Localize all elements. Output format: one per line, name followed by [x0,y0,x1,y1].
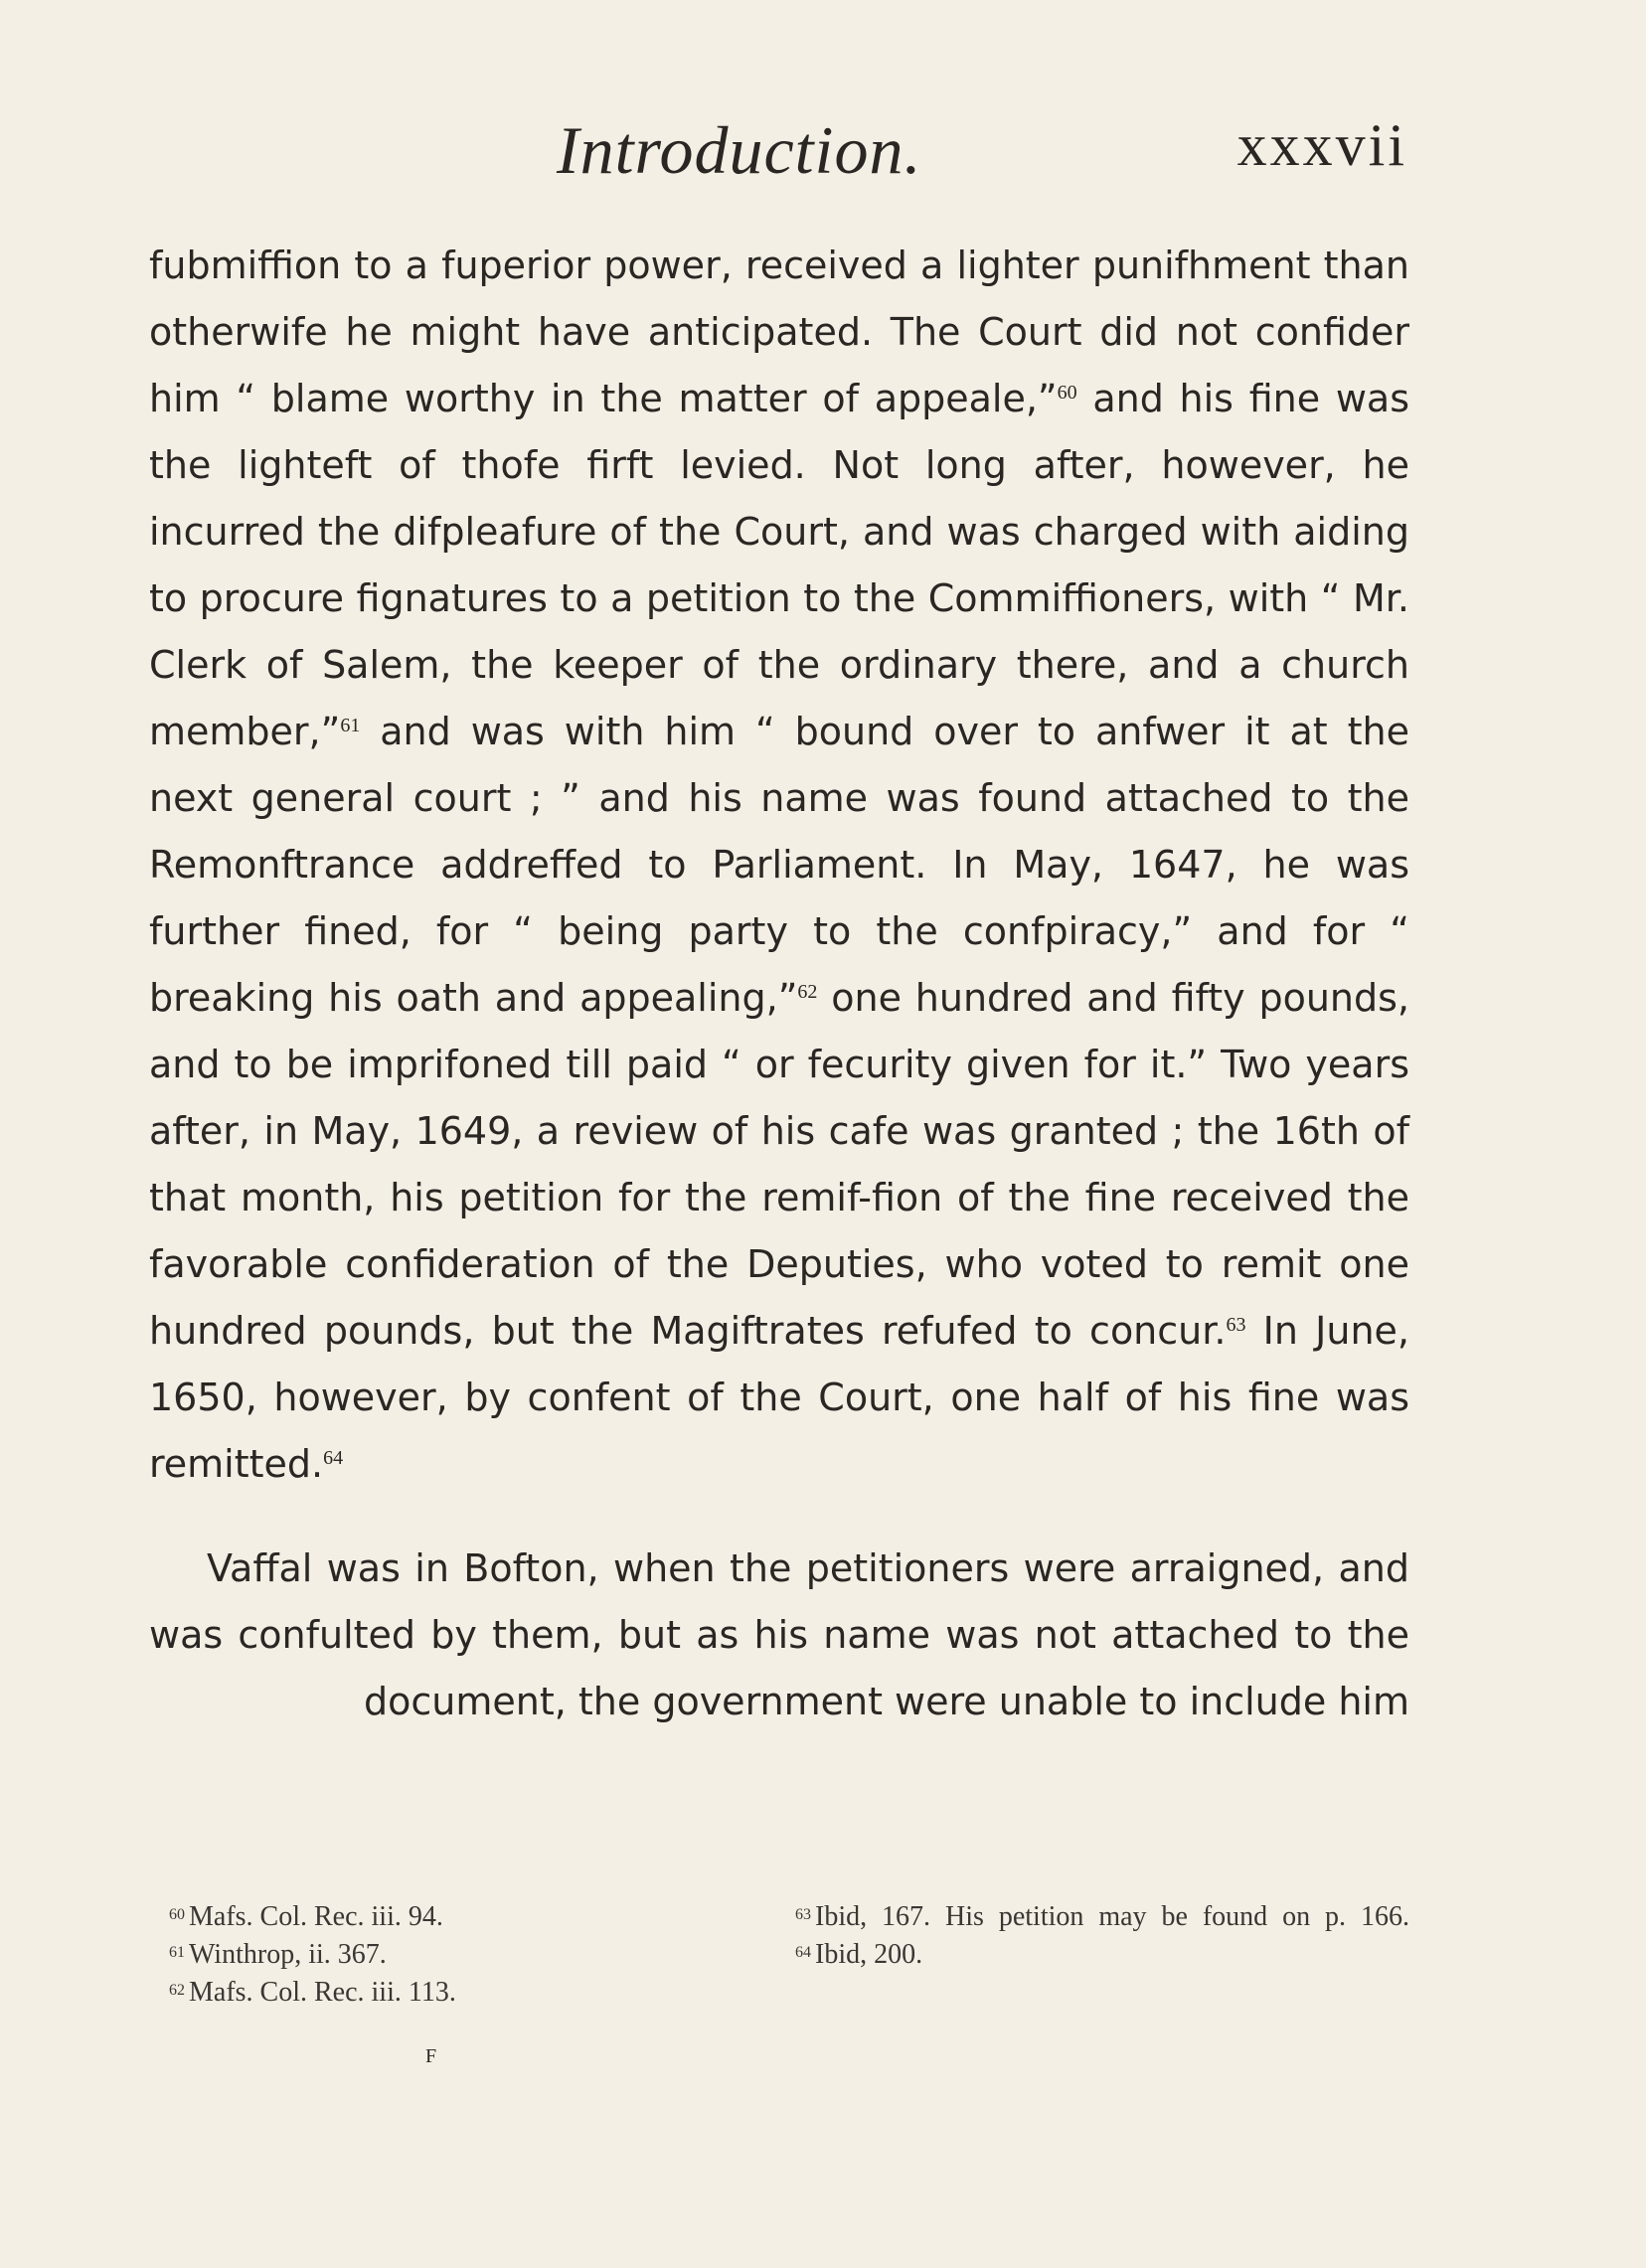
footnote-text: Mafs. Col. Rec. iii. 94. [189,1901,443,1932]
footnote-number: 62 [169,1982,185,1999]
footnotes-right-column [795,1898,1409,1974]
footnotes-left-column [169,1898,726,2012]
footnote-number: 64 [795,1944,811,1961]
footnote-ref-63: 63 [1226,1314,1246,1336]
footnote-text: Winthrop, ii. 367. [189,1939,387,1970]
footnote-text: Ibid, 200. [815,1939,923,1970]
footnote-number: 60 [169,1906,185,1923]
running-title: Introduction. [557,112,922,188]
footnote-ref-62: 62 [797,981,818,1003]
footnote-number: 63 [795,1906,811,1923]
footnote-ref-64: 64 [323,1447,344,1469]
footnote-63 [795,1898,1409,1936]
paragraph-1-text: one hundred and fifty pounds, and to be imprifoned till paid “ or fecurity given for it.” Two years after, in May, 1649, a review of his cafe was granted ; the 16th of that month, his petition for the remif-fion of the fine received the favorable confideration of the Deputies, who voted to remit one hundred pounds, but the Magiftrates refufed to concur. [149,976,1409,1353]
page-number: xxxvii [1236,112,1407,178]
paragraph-1-text: In June, 1650, however, by confent of the Court, one half of his fine was remitted. [149,1309,1409,1486]
paragraph-2: Vaffal was in Bofton, when the petitioners were arraigned, and was confulted by them, but as his name was not attached to the document, the government were unable to include him [149,1546,1409,1723]
paragraph-1-text: and his fine was the lighteft of thofe firft levied. Not long after, however, he incurred the difpleafure of the Court, and was charged with aiding to procure fignatures to a petition to the Commiffioners, with “ Mr. Clerk of Salem, the keeper of the ordinary there, and a church member,” [149,377,1410,753]
footnote-61 [169,1936,726,1974]
footnote-ref-61: 61 [340,715,361,736]
page-header [149,111,1407,201]
footnote-60 [169,1898,726,1936]
footnote-ref-60: 60 [1057,382,1077,404]
paragraph-1 [149,233,1409,1498]
signature-mark: F [425,2045,438,2067]
paragraph-1-text: fubmiffion to a fuperior power, received a lighter punifhment than otherwife he might have anticipated. The Court did not confider him “ blame worthy in the matter of appeale,” [149,243,1409,420]
paragraph-1-text: and was with him “ bound over to anfwer it at the next general court ; ” and his name was found attached to the Remonftrance addreffed to Parliament. In May, 1647, he was further fined, for “ being party to the confpiracy,” and for “ breaking his oath and appealing,” [149,710,1409,1020]
footnote-text: Mafs. Col. Rec. iii. 113. [189,1977,456,2008]
footnote-62 [169,1974,726,2012]
body-text [149,233,1409,1773]
footnote-text: Ibid, 167. His petition may be found on p. 166. [815,1901,1409,1932]
footnote-number: 61 [169,1944,185,1961]
footnote-64 [795,1936,1409,1974]
